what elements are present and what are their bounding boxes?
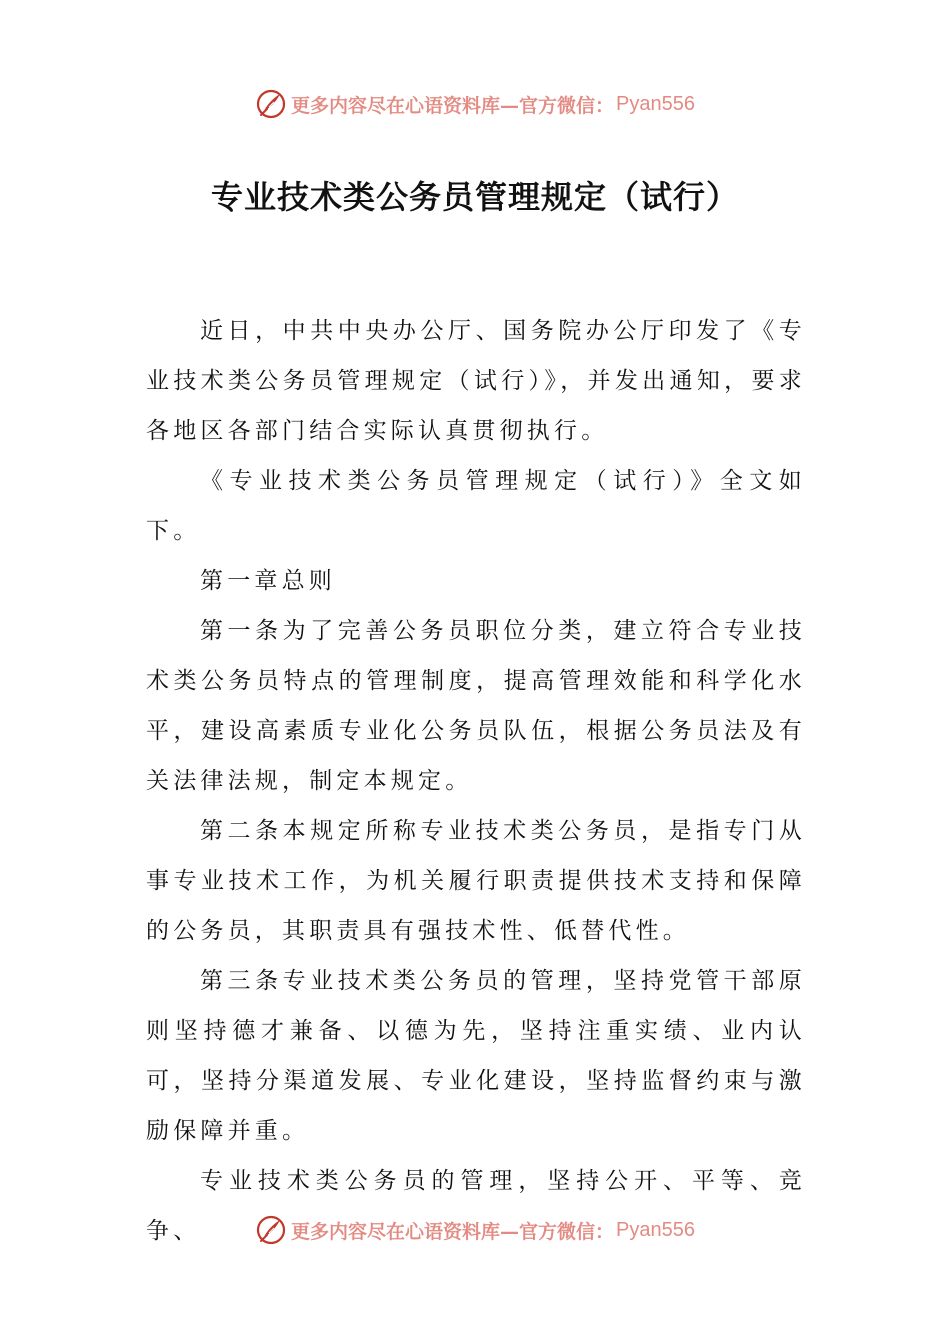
quill-logo-icon — [255, 88, 287, 120]
chapter-heading: 第一章总则 — [200, 568, 336, 594]
quill-logo-icon — [255, 1214, 287, 1246]
header-banner-text: 更多内容尽在心语资料库—官方微信： — [291, 94, 615, 117]
footer-banner-text: 更多内容尽在心语资料库—官方微信： — [291, 1220, 615, 1243]
header-banner — [0, 86, 950, 122]
paragraph: 近日，中共中央办公厅、国务院办公厅印发了《专业技术类公务员管理规定（试行）》，并发出通知，要求各地区各部门结合实际认真贯彻执行。 — [146, 318, 806, 444]
footer-banner — [0, 1212, 950, 1248]
document-body — [146, 306, 806, 1256]
document-title: 专业技术类公务员管理规定（试行） — [210, 178, 739, 216]
paragraph: 第三条专业技术类公务员的管理，坚持党管干部原则坚持德才兼备、以德为先，坚持注重实绩、业内认可，坚持分渠道发展、专业化建设，坚持监督约束与激励保障并重。 — [146, 968, 806, 1144]
paragraph: 第二条本规定所称专业技术类公务员，是指专门从事专业技术工作，为机关履行职责提供技术支持和保障的公务员，其职责具有强技术性、低替代性。 — [146, 818, 806, 944]
paragraph: 《专业技术类公务员管理规定（试行）》全文如下。 — [146, 468, 806, 544]
footer-banner-id: Pyan556 — [616, 1218, 695, 1241]
paragraph: 专业技术类公务员的管理，坚持公开、平等、竞争、 — [146, 1168, 806, 1244]
paragraph: 第一条为了完善公务员职位分类，建立符合专业技术类公务员特点的管理制度，提高管理效能和科学化水平，建设高素质专业化公务员队伍，根据公务员法及有关法律法规，制定本规定。 — [146, 618, 806, 794]
header-banner-id: Pyan556 — [616, 92, 695, 115]
